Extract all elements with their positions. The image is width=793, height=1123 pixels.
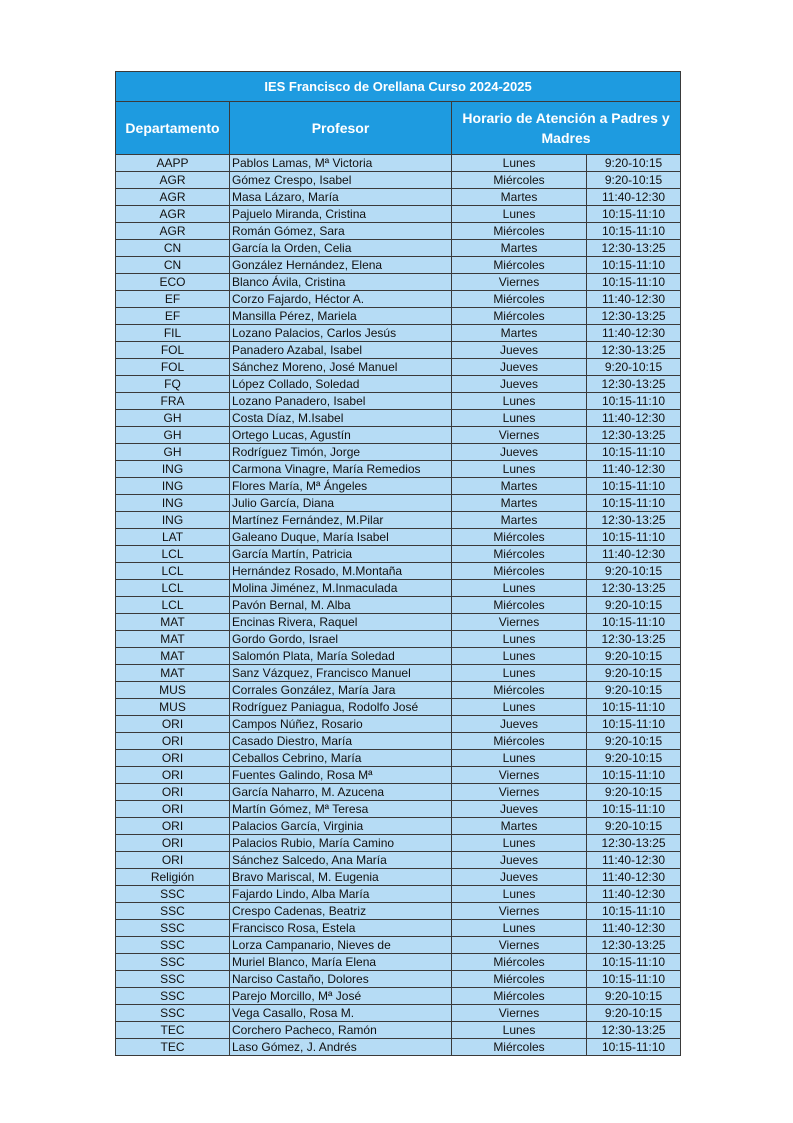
table-row [116, 1005, 681, 1022]
table-row [116, 240, 681, 257]
table-row [116, 461, 681, 478]
table-row [116, 716, 681, 733]
cell-dia: Lunes [452, 410, 587, 427]
table-row [116, 818, 681, 835]
cell-profesor: Pavón Bernal, M. Alba [230, 597, 452, 614]
cell-profesor: García la Orden, Celia [230, 240, 452, 257]
cell-horario: 9:20-10:15 [587, 155, 681, 172]
table-row [116, 988, 681, 1005]
cell-horario: 12:30-13:25 [587, 835, 681, 852]
cell-dia: Miércoles [452, 682, 587, 699]
cell-horario: 9:20-10:15 [587, 818, 681, 835]
cell-dia: Viernes [452, 1005, 587, 1022]
cell-horario: 12:30-13:25 [587, 376, 681, 393]
cell-dia: Lunes [452, 393, 587, 410]
cell-dia: Jueves [452, 716, 587, 733]
table-row [116, 869, 681, 886]
cell-departamento: ECO [116, 274, 230, 291]
cell-profesor: Lorza Campanario, Nieves de [230, 937, 452, 954]
cell-departamento: ORI [116, 801, 230, 818]
table-row [116, 920, 681, 937]
cell-horario: 9:20-10:15 [587, 359, 681, 376]
cell-dia: Jueves [452, 869, 587, 886]
cell-departamento: TEC [116, 1022, 230, 1039]
table-row [116, 852, 681, 869]
cell-horario: 12:30-13:25 [587, 240, 681, 257]
table-row [116, 886, 681, 903]
cell-dia: Martes [452, 495, 587, 512]
table-row [116, 274, 681, 291]
header-row [116, 102, 681, 155]
cell-horario: 10:15-11:10 [587, 954, 681, 971]
table-row [116, 648, 681, 665]
cell-profesor: Pajuelo Miranda, Cristina [230, 206, 452, 223]
cell-departamento: MUS [116, 682, 230, 699]
table-row [116, 835, 681, 852]
cell-dia: Martes [452, 818, 587, 835]
cell-profesor: Lozano Panadero, Isabel [230, 393, 452, 410]
cell-horario: 11:40-12:30 [587, 461, 681, 478]
cell-horario: 12:30-13:25 [587, 427, 681, 444]
cell-dia: Jueves [452, 342, 587, 359]
cell-profesor: Laso Gómez, J. Andrés [230, 1039, 452, 1056]
cell-dia: Miércoles [452, 308, 587, 325]
table-row [116, 750, 681, 767]
cell-departamento: ORI [116, 716, 230, 733]
cell-departamento: FQ [116, 376, 230, 393]
cell-horario: 12:30-13:25 [587, 631, 681, 648]
cell-departamento: ORI [116, 852, 230, 869]
cell-horario: 11:40-12:30 [587, 852, 681, 869]
cell-profesor: Francisco Rosa, Estela [230, 920, 452, 937]
cell-dia: Lunes [452, 920, 587, 937]
cell-departamento: GH [116, 444, 230, 461]
cell-profesor: Corchero Pacheco, Ramón [230, 1022, 452, 1039]
cell-departamento: ORI [116, 767, 230, 784]
cell-profesor: Palacios García, Virginia [230, 818, 452, 835]
table-row [116, 172, 681, 189]
cell-horario: 12:30-13:25 [587, 580, 681, 597]
cell-departamento: AGR [116, 223, 230, 240]
cell-horario: 12:30-13:25 [587, 937, 681, 954]
table-row [116, 495, 681, 512]
cell-horario: 10:15-11:10 [587, 1039, 681, 1056]
cell-departamento: GH [116, 410, 230, 427]
cell-profesor: Sánchez Salcedo, Ana María [230, 852, 452, 869]
cell-horario: 10:15-11:10 [587, 223, 681, 240]
cell-horario: 10:15-11:10 [587, 274, 681, 291]
cell-dia: Miércoles [452, 733, 587, 750]
cell-profesor: Sánchez Moreno, José Manuel [230, 359, 452, 376]
table-row [116, 1039, 681, 1056]
cell-departamento: AAPP [116, 155, 230, 172]
cell-profesor: Flores María, Mª Ángeles [230, 478, 452, 495]
cell-profesor: Fuentes Galindo, Rosa Mª [230, 767, 452, 784]
cell-dia: Lunes [452, 648, 587, 665]
cell-horario: 11:40-12:30 [587, 291, 681, 308]
cell-profesor: Salomón Plata, María Soledad [230, 648, 452, 665]
table-row [116, 903, 681, 920]
cell-departamento: ING [116, 495, 230, 512]
cell-departamento: SSC [116, 886, 230, 903]
cell-departamento: SSC [116, 903, 230, 920]
cell-horario: 10:15-11:10 [587, 393, 681, 410]
cell-horario: 11:40-12:30 [587, 410, 681, 427]
cell-profesor: López Collado, Soledad [230, 376, 452, 393]
cell-departamento: SSC [116, 920, 230, 937]
cell-dia: Miércoles [452, 597, 587, 614]
cell-dia: Martes [452, 478, 587, 495]
cell-profesor: Lozano Palacios, Carlos Jesús [230, 325, 452, 342]
table-row [116, 206, 681, 223]
cell-dia: Lunes [452, 835, 587, 852]
table-row [116, 478, 681, 495]
cell-horario: 9:20-10:15 [587, 563, 681, 580]
cell-horario: 12:30-13:25 [587, 1022, 681, 1039]
table-row [116, 767, 681, 784]
cell-departamento: SSC [116, 1005, 230, 1022]
cell-horario: 9:20-10:15 [587, 733, 681, 750]
cell-profesor: Corzo Fajardo, Héctor A. [230, 291, 452, 308]
cell-dia: Miércoles [452, 546, 587, 563]
cell-horario: 12:30-13:25 [587, 512, 681, 529]
cell-dia: Miércoles [452, 563, 587, 580]
cell-profesor: García Naharro, M. Azucena [230, 784, 452, 801]
cell-horario: 9:20-10:15 [587, 1005, 681, 1022]
cell-dia: Miércoles [452, 291, 587, 308]
cell-profesor: Bravo Mariscal, M. Eugenia [230, 869, 452, 886]
cell-horario: 10:15-11:10 [587, 699, 681, 716]
table-row [116, 512, 681, 529]
cell-departamento: MAT [116, 631, 230, 648]
cell-dia: Lunes [452, 580, 587, 597]
cell-departamento: ING [116, 478, 230, 495]
header-departamento: Departamento [116, 102, 230, 155]
table-row [116, 665, 681, 682]
table-row [116, 291, 681, 308]
cell-horario: 12:30-13:25 [587, 308, 681, 325]
cell-profesor: Masa Lázaro, María [230, 189, 452, 206]
cell-horario: 10:15-11:10 [587, 495, 681, 512]
cell-dia: Miércoles [452, 172, 587, 189]
cell-profesor: Fajardo Lindo, Alba María [230, 886, 452, 903]
cell-departamento: LCL [116, 563, 230, 580]
cell-horario: 10:15-11:10 [587, 716, 681, 733]
cell-dia: Viernes [452, 274, 587, 291]
cell-departamento: ORI [116, 835, 230, 852]
cell-horario: 10:15-11:10 [587, 971, 681, 988]
cell-dia: Lunes [452, 699, 587, 716]
cell-dia: Jueves [452, 852, 587, 869]
table-row [116, 308, 681, 325]
cell-profesor: Rodríguez Timón, Jorge [230, 444, 452, 461]
cell-dia: Miércoles [452, 529, 587, 546]
cell-profesor: Pablos Lamas, Mª Victoria [230, 155, 452, 172]
cell-profesor: Casado Diestro, María [230, 733, 452, 750]
table-row [116, 597, 681, 614]
cell-profesor: Hernández Rosado, M.Montaña [230, 563, 452, 580]
cell-departamento: LCL [116, 580, 230, 597]
cell-horario: 10:15-11:10 [587, 801, 681, 818]
cell-departamento: GH [116, 427, 230, 444]
cell-profesor: Campos Núñez, Rosario [230, 716, 452, 733]
cell-departamento: LCL [116, 597, 230, 614]
cell-departamento: EF [116, 291, 230, 308]
cell-profesor: Sanz Vázquez, Francisco Manuel [230, 665, 452, 682]
cell-dia: Viernes [452, 784, 587, 801]
cell-horario: 10:15-11:10 [587, 529, 681, 546]
cell-dia: Miércoles [452, 1039, 587, 1056]
cell-profesor: Martínez Fernández, M.Pilar [230, 512, 452, 529]
cell-departamento: LAT [116, 529, 230, 546]
title-row [116, 72, 681, 102]
cell-horario: 11:40-12:30 [587, 189, 681, 206]
cell-dia: Lunes [452, 750, 587, 767]
table-row [116, 563, 681, 580]
cell-horario: 11:40-12:30 [587, 546, 681, 563]
cell-dia: Lunes [452, 886, 587, 903]
table-row [116, 376, 681, 393]
table-row [116, 257, 681, 274]
cell-dia: Lunes [452, 155, 587, 172]
cell-dia: Miércoles [452, 257, 587, 274]
cell-profesor: González Hernández, Elena [230, 257, 452, 274]
cell-profesor: Mansilla Pérez, Mariela [230, 308, 452, 325]
cell-horario: 10:15-11:10 [587, 478, 681, 495]
cell-dia: Lunes [452, 461, 587, 478]
cell-departamento: TEC [116, 1039, 230, 1056]
cell-departamento: ORI [116, 750, 230, 767]
cell-departamento: MAT [116, 665, 230, 682]
cell-departamento: ING [116, 512, 230, 529]
table-row [116, 223, 681, 240]
cell-departamento: ORI [116, 733, 230, 750]
cell-dia: Miércoles [452, 954, 587, 971]
table-title: IES Francisco de Orellana Curso 2024-2025 [116, 72, 681, 102]
cell-departamento: FIL [116, 325, 230, 342]
table-row [116, 393, 681, 410]
cell-profesor: Corrales González, María Jara [230, 682, 452, 699]
cell-profesor: Galeano Duque, María Isabel [230, 529, 452, 546]
cell-horario: 9:20-10:15 [587, 988, 681, 1005]
cell-departamento: MAT [116, 648, 230, 665]
cell-dia: Viernes [452, 903, 587, 920]
cell-horario: 12:30-13:25 [587, 342, 681, 359]
table-row [116, 189, 681, 206]
cell-dia: Jueves [452, 359, 587, 376]
table-row [116, 784, 681, 801]
cell-profesor: Martín Gómez, Mª Teresa [230, 801, 452, 818]
cell-horario: 11:40-12:30 [587, 325, 681, 342]
cell-profesor: Gordo Gordo, Israel [230, 631, 452, 648]
table-row [116, 801, 681, 818]
cell-horario: 10:15-11:10 [587, 257, 681, 274]
cell-horario: 9:20-10:15 [587, 648, 681, 665]
cell-profesor: Ortego Lucas, Agustín [230, 427, 452, 444]
cell-departamento: ORI [116, 818, 230, 835]
cell-horario: 10:15-11:10 [587, 444, 681, 461]
cell-profesor: Panadero Azabal, Isabel [230, 342, 452, 359]
cell-horario: 11:40-12:30 [587, 869, 681, 886]
cell-profesor: Rodríguez Paniagua, Rodolfo José [230, 699, 452, 716]
cell-departamento: FOL [116, 359, 230, 376]
cell-horario: 10:15-11:10 [587, 614, 681, 631]
table-row [116, 155, 681, 172]
cell-horario: 9:20-10:15 [587, 784, 681, 801]
cell-profesor: Ceballos Cebrino, María [230, 750, 452, 767]
cell-departamento: AGR [116, 206, 230, 223]
cell-departamento: SSC [116, 971, 230, 988]
cell-dia: Jueves [452, 376, 587, 393]
cell-horario: 10:15-11:10 [587, 903, 681, 920]
cell-horario: 9:20-10:15 [587, 172, 681, 189]
table-row [116, 546, 681, 563]
cell-dia: Martes [452, 240, 587, 257]
cell-profesor: Blanco Ávila, Cristina [230, 274, 452, 291]
cell-departamento: EF [116, 308, 230, 325]
cell-horario: 9:20-10:15 [587, 665, 681, 682]
cell-dia: Viernes [452, 937, 587, 954]
table-row [116, 631, 681, 648]
cell-profesor: Muriel Blanco, María Elena [230, 954, 452, 971]
cell-departamento: MAT [116, 614, 230, 631]
cell-horario: 10:15-11:10 [587, 767, 681, 784]
table-row [116, 342, 681, 359]
table-row [116, 410, 681, 427]
cell-dia: Jueves [452, 801, 587, 818]
cell-departamento: LCL [116, 546, 230, 563]
cell-dia: Lunes [452, 631, 587, 648]
table-row [116, 580, 681, 597]
cell-profesor: Román Gómez, Sara [230, 223, 452, 240]
cell-dia: Viernes [452, 767, 587, 784]
cell-departamento: SSC [116, 937, 230, 954]
cell-profesor: Palacios Rubio, María Camino [230, 835, 452, 852]
table-row [116, 325, 681, 342]
cell-departamento: MUS [116, 699, 230, 716]
cell-dia: Martes [452, 189, 587, 206]
cell-horario: 11:40-12:30 [587, 886, 681, 903]
cell-departamento: ORI [116, 784, 230, 801]
cell-profesor: Parejo Morcillo, Mª José [230, 988, 452, 1005]
cell-dia: Lunes [452, 665, 587, 682]
table-row [116, 359, 681, 376]
cell-horario: 10:15-11:10 [587, 206, 681, 223]
cell-horario: 9:20-10:15 [587, 597, 681, 614]
cell-profesor: Encinas Rivera, Raquel [230, 614, 452, 631]
table-row [116, 733, 681, 750]
table-row [116, 427, 681, 444]
cell-profesor: García Martín, Patricia [230, 546, 452, 563]
cell-departamento: ING [116, 461, 230, 478]
cell-horario: 9:20-10:15 [587, 682, 681, 699]
cell-departamento: SSC [116, 954, 230, 971]
cell-horario: 11:40-12:30 [587, 920, 681, 937]
cell-profesor: Carmona Vinagre, María Remedios [230, 461, 452, 478]
table-row [116, 529, 681, 546]
table-row [116, 614, 681, 631]
cell-dia: Miércoles [452, 988, 587, 1005]
cell-profesor: Molina Jiménez, M.Inmaculada [230, 580, 452, 597]
cell-dia: Martes [452, 325, 587, 342]
cell-profesor: Crespo Cadenas, Beatriz [230, 903, 452, 920]
table-row [116, 682, 681, 699]
cell-dia: Miércoles [452, 971, 587, 988]
attention-schedule-table [115, 71, 681, 1056]
cell-departamento: AGR [116, 172, 230, 189]
table-row [116, 954, 681, 971]
cell-dia: Lunes [452, 1022, 587, 1039]
cell-dia: Jueves [452, 444, 587, 461]
table-row [116, 444, 681, 461]
table-row [116, 1022, 681, 1039]
table-row [116, 699, 681, 716]
cell-dia: Lunes [452, 206, 587, 223]
cell-departamento: Religión [116, 869, 230, 886]
header-profesor: Profesor [230, 102, 452, 155]
header-horario: Horario de Atención a Padres y Madres [452, 102, 681, 155]
cell-profesor: Narciso Castaño, Dolores [230, 971, 452, 988]
cell-departamento: FOL [116, 342, 230, 359]
cell-profesor: Costa Díaz, M.Isabel [230, 410, 452, 427]
cell-profesor: Vega Casallo, Rosa M. [230, 1005, 452, 1022]
cell-dia: Martes [452, 512, 587, 529]
cell-profesor: Gómez Crespo, Isabel [230, 172, 452, 189]
table-row [116, 937, 681, 954]
cell-departamento: CN [116, 257, 230, 274]
cell-departamento: SSC [116, 988, 230, 1005]
cell-dia: Viernes [452, 427, 587, 444]
cell-departamento: FRA [116, 393, 230, 410]
cell-departamento: AGR [116, 189, 230, 206]
cell-dia: Viernes [452, 614, 587, 631]
table-row [116, 971, 681, 988]
cell-dia: Miércoles [452, 223, 587, 240]
cell-departamento: CN [116, 240, 230, 257]
cell-profesor: Julio García, Diana [230, 495, 452, 512]
cell-horario: 9:20-10:15 [587, 750, 681, 767]
